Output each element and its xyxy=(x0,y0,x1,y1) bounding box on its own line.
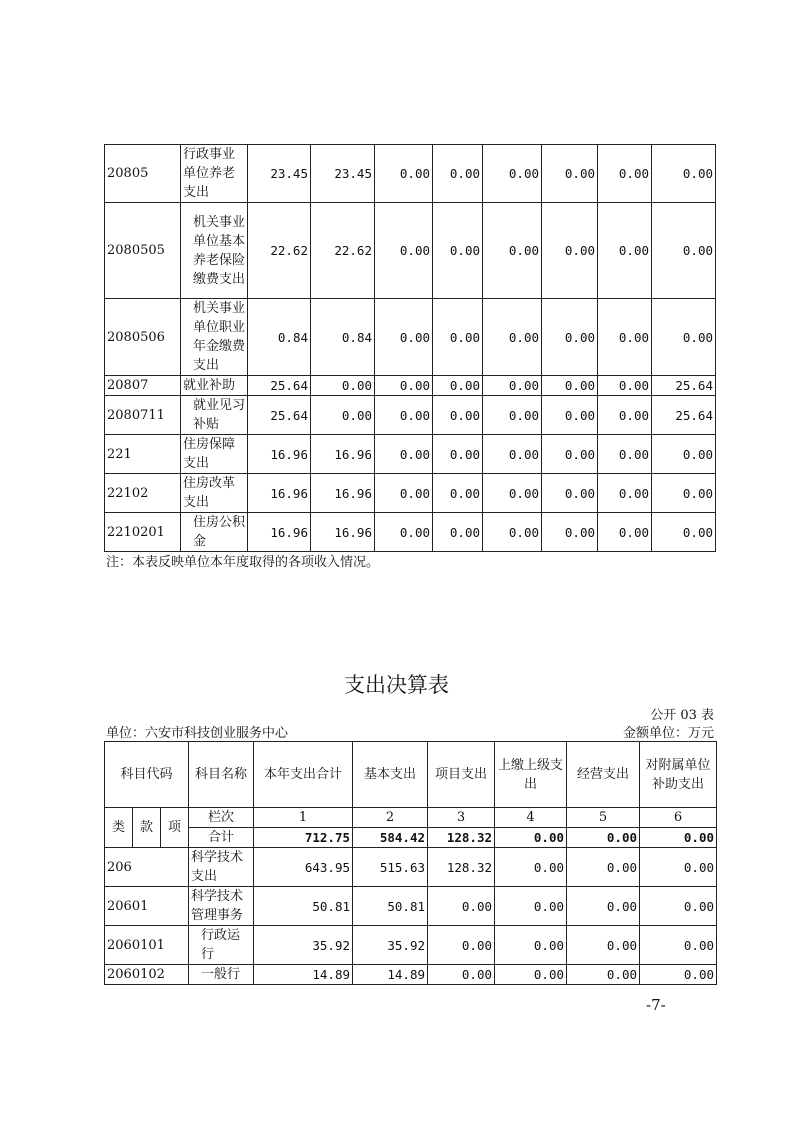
value-cell: 16.96 xyxy=(248,435,311,474)
value-cell: 35.92 xyxy=(353,926,428,965)
subject-code: 2080506 xyxy=(105,299,181,376)
value-cell: 0.00 xyxy=(598,474,652,513)
value-cell: 0.00 xyxy=(640,926,717,965)
subject-name: 住房改革支出 xyxy=(181,474,248,513)
header-xiang: 项 xyxy=(161,808,189,848)
value-cell: 16.96 xyxy=(311,513,375,552)
value-cell: 0.00 xyxy=(311,396,375,435)
header-lei: 类 xyxy=(105,808,133,848)
value-cell: 0.84 xyxy=(311,299,375,376)
value-cell: 0.00 xyxy=(483,513,542,552)
value-cell: 50.81 xyxy=(254,887,353,926)
value-cell: 0.00 xyxy=(567,965,640,985)
value-cell: 0.00 xyxy=(433,299,483,376)
total-cell: 0.00 xyxy=(567,828,640,848)
column-number: 6 xyxy=(640,808,717,828)
header-total: 本年支出合计 xyxy=(254,742,353,808)
value-cell: 0.00 xyxy=(598,145,652,203)
subject-name: 就业见习补贴 xyxy=(181,396,248,435)
value-cell: 0.00 xyxy=(483,145,542,203)
column-number: 4 xyxy=(495,808,567,828)
value-cell: 0.00 xyxy=(542,203,598,299)
subject-code: 2060101 xyxy=(105,926,189,965)
value-cell: 0.00 xyxy=(483,396,542,435)
value-cell: 0.00 xyxy=(433,435,483,474)
expense-table xyxy=(104,741,717,985)
header-basic: 基本支出 xyxy=(353,742,428,808)
table-row xyxy=(105,396,716,435)
subject-code: 20807 xyxy=(105,376,181,396)
value-cell: 0.00 xyxy=(375,376,433,396)
table-row xyxy=(105,848,717,887)
subject-code: 206 xyxy=(105,848,189,887)
subject-name: 科学技术管理事务 xyxy=(189,887,254,926)
column-number: 2 xyxy=(353,808,428,828)
table-row xyxy=(105,965,717,985)
value-cell: 0.00 xyxy=(598,435,652,474)
value-cell: 0.00 xyxy=(567,848,640,887)
header-business: 经营支出 xyxy=(567,742,640,808)
subject-code: 2060102 xyxy=(105,965,189,985)
value-cell: 16.96 xyxy=(311,435,375,474)
value-cell: 0.00 xyxy=(433,396,483,435)
total-cell: 0.00 xyxy=(640,828,717,848)
value-cell: 0.00 xyxy=(375,435,433,474)
table-row xyxy=(105,435,716,474)
subject-name: 机关事业单位职业年金缴费支出 xyxy=(181,299,248,376)
income-table xyxy=(104,144,716,552)
value-cell: 0.00 xyxy=(311,376,375,396)
page-title: 支出决算表 xyxy=(344,673,449,697)
table-row xyxy=(105,145,716,203)
value-cell: 643.95 xyxy=(254,848,353,887)
table-row xyxy=(105,376,716,396)
value-cell: 0.00 xyxy=(640,965,717,985)
header-subsidiary: 对附属单位补助支出 xyxy=(640,742,717,808)
value-cell: 0.00 xyxy=(375,474,433,513)
value-cell: 16.96 xyxy=(248,513,311,552)
subject-code: 221 xyxy=(105,435,181,474)
value-cell: 0.00 xyxy=(542,376,598,396)
page-number: -7- xyxy=(646,996,666,1014)
value-cell: 0.00 xyxy=(598,299,652,376)
header-project: 项目支出 xyxy=(428,742,495,808)
value-cell: 0.00 xyxy=(567,887,640,926)
subject-code: 20805 xyxy=(105,145,181,203)
header-kuan: 款 xyxy=(133,808,161,848)
value-cell: 0.00 xyxy=(433,145,483,203)
subject-name: 住房保障支出 xyxy=(181,435,248,474)
value-cell: 0.00 xyxy=(495,926,567,965)
value-cell: 0.00 xyxy=(542,513,598,552)
amount-unit-label: 金额单位：万元 xyxy=(622,726,714,741)
subject-name: 就业补助 xyxy=(181,376,248,396)
header-code: 科目代码 xyxy=(105,742,189,808)
value-cell: 50.81 xyxy=(353,887,428,926)
value-cell: 0.00 xyxy=(652,474,716,513)
value-cell: 0.00 xyxy=(428,887,495,926)
value-cell: 14.89 xyxy=(353,965,428,985)
value-cell: 0.00 xyxy=(598,376,652,396)
value-cell: 22.62 xyxy=(248,203,311,299)
total-cell: 712.75 xyxy=(254,828,353,848)
value-cell: 0.84 xyxy=(248,299,311,376)
value-cell: 25.64 xyxy=(652,376,716,396)
unit-label: 单位：六安市科技创业服务中心 xyxy=(106,726,289,741)
value-cell: 14.89 xyxy=(254,965,353,985)
total-label: 合计 xyxy=(189,828,254,848)
subject-code: 2080711 xyxy=(105,396,181,435)
value-cell: 23.45 xyxy=(311,145,375,203)
value-cell: 22.62 xyxy=(311,203,375,299)
table-note: 注：本表反映单位本年度取得的各项收入情况。 xyxy=(106,555,380,570)
value-cell: 16.96 xyxy=(248,474,311,513)
table-row xyxy=(105,299,716,376)
value-cell: 515.63 xyxy=(353,848,428,887)
value-cell: 0.00 xyxy=(375,145,433,203)
subject-name: 机关事业单位基本养老保险缴费支出 xyxy=(181,203,248,299)
table-row xyxy=(105,474,716,513)
value-cell: 0.00 xyxy=(542,145,598,203)
totals-row xyxy=(105,828,717,848)
value-cell: 35.92 xyxy=(254,926,353,965)
subject-code: 2080505 xyxy=(105,203,181,299)
value-cell: 25.64 xyxy=(652,396,716,435)
value-cell: 0.00 xyxy=(542,435,598,474)
subject-code: 2210201 xyxy=(105,513,181,552)
value-cell: 0.00 xyxy=(652,435,716,474)
value-cell: 0.00 xyxy=(483,203,542,299)
header-row xyxy=(105,742,717,808)
subject-name: 行政事业单位养老支出 xyxy=(181,145,248,203)
value-cell: 0.00 xyxy=(652,299,716,376)
value-cell: 0.00 xyxy=(428,965,495,985)
subject-name: 一般行 xyxy=(189,965,254,985)
header-name: 科目名称 xyxy=(189,742,254,808)
column-number: 1 xyxy=(254,808,353,828)
value-cell: 0.00 xyxy=(495,965,567,985)
value-cell: 25.64 xyxy=(248,396,311,435)
value-cell: 0.00 xyxy=(433,376,483,396)
value-cell: 0.00 xyxy=(433,474,483,513)
form-number: 公开 03 表 xyxy=(650,708,714,723)
value-cell: 0.00 xyxy=(433,203,483,299)
total-cell: 584.42 xyxy=(353,828,428,848)
total-cell: 0.00 xyxy=(495,828,567,848)
value-cell: 0.00 xyxy=(652,145,716,203)
header-upper: 上缴上级支出 xyxy=(495,742,567,808)
value-cell: 128.32 xyxy=(428,848,495,887)
subject-name: 行政运行 xyxy=(189,926,254,965)
subject-code: 20601 xyxy=(105,887,189,926)
value-cell: 0.00 xyxy=(375,396,433,435)
value-cell: 0.00 xyxy=(483,376,542,396)
value-cell: 0.00 xyxy=(598,513,652,552)
value-cell: 0.00 xyxy=(542,299,598,376)
column-number: 3 xyxy=(428,808,495,828)
table-row xyxy=(105,203,716,299)
value-cell: 0.00 xyxy=(375,513,433,552)
value-cell: 0.00 xyxy=(375,203,433,299)
value-cell: 25.64 xyxy=(248,376,311,396)
table-row xyxy=(105,887,717,926)
value-cell: 0.00 xyxy=(375,299,433,376)
value-cell: 0.00 xyxy=(567,926,640,965)
value-cell: 23.45 xyxy=(248,145,311,203)
subject-code: 22102 xyxy=(105,474,181,513)
value-cell: 16.96 xyxy=(311,474,375,513)
value-cell: 0.00 xyxy=(495,887,567,926)
value-cell: 0.00 xyxy=(598,396,652,435)
value-cell: 0.00 xyxy=(640,887,717,926)
subject-name: 科学技术支出 xyxy=(189,848,254,887)
value-cell: 0.00 xyxy=(652,203,716,299)
value-cell: 0.00 xyxy=(428,926,495,965)
value-cell: 0.00 xyxy=(433,513,483,552)
value-cell: 0.00 xyxy=(495,848,567,887)
value-cell: 0.00 xyxy=(483,435,542,474)
column-index-label: 栏次 xyxy=(189,808,254,828)
value-cell: 0.00 xyxy=(483,474,542,513)
value-cell: 0.00 xyxy=(598,203,652,299)
column-index-row xyxy=(105,808,717,828)
total-cell: 128.32 xyxy=(428,828,495,848)
value-cell: 0.00 xyxy=(542,474,598,513)
subject-name: 住房公积金 xyxy=(181,513,248,552)
value-cell: 0.00 xyxy=(652,513,716,552)
table-row xyxy=(105,926,717,965)
column-number: 5 xyxy=(567,808,640,828)
value-cell: 0.00 xyxy=(542,396,598,435)
value-cell: 0.00 xyxy=(483,299,542,376)
table-row xyxy=(105,513,716,552)
value-cell: 0.00 xyxy=(640,848,717,887)
